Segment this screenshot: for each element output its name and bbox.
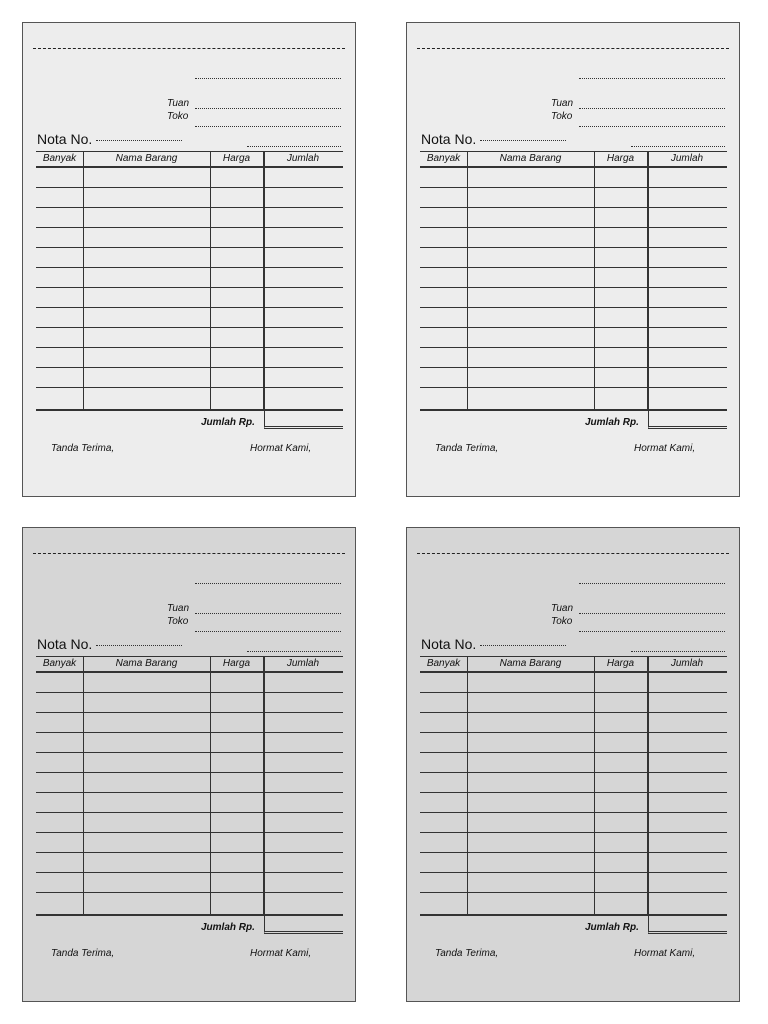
total-label: Jumlah Rp. (585, 417, 639, 428)
right-dotted-line (247, 651, 341, 652)
nota-number (37, 131, 182, 147)
total-label: Jumlah Rp. (201, 417, 255, 428)
receipt-form-bottom-right (406, 527, 740, 1002)
column-header-harga: Harga (606, 153, 635, 164)
column-header-jumlah: Jumlah (670, 658, 704, 669)
nota-label: Nota No. (37, 636, 93, 652)
toko-label: Toko (167, 616, 189, 627)
total-label: Jumlah Rp. (201, 922, 255, 933)
signature-received: Tanda Terima, (51, 443, 115, 454)
nota-label: Nota No. (421, 636, 477, 652)
items-table (36, 151, 343, 411)
signature-received: Tanda Terima, (435, 948, 499, 959)
nota-label: Nota No. (421, 131, 477, 147)
nota-number (37, 636, 182, 652)
toko-label: Toko (551, 616, 573, 627)
nota-dotted-line (480, 140, 566, 141)
column-header-banyak: Banyak (426, 658, 461, 669)
tuan-label: Tuan (167, 98, 190, 109)
column-header-harga: Harga (222, 153, 251, 164)
column-divider (210, 656, 211, 916)
column-divider (467, 656, 468, 916)
total-amount-box (648, 916, 727, 934)
column-header-harga: Harga (222, 658, 251, 669)
items-table (420, 656, 727, 916)
tuan-label: Tuan (167, 603, 190, 614)
items-table (36, 656, 343, 916)
signature-received: Tanda Terima, (435, 443, 499, 454)
column-divider (263, 656, 265, 916)
toko-label: Toko (167, 111, 189, 122)
receipt-form-top-right (406, 22, 740, 497)
signature-received: Tanda Terima, (51, 948, 115, 959)
column-header-harga: Harga (606, 658, 635, 669)
nota-dotted-line (480, 645, 566, 646)
top-dashed-line (33, 553, 345, 554)
column-divider (83, 656, 84, 916)
column-divider (594, 151, 595, 411)
items-table (420, 151, 727, 411)
column-header-banyak: Banyak (42, 658, 77, 669)
top-dashed-line (417, 48, 729, 49)
total-amount-box (264, 411, 343, 429)
nota-dotted-line (96, 140, 182, 141)
right-dotted-line (247, 146, 341, 147)
column-header-jumlah: Jumlah (670, 153, 704, 164)
nota-dotted-line (96, 645, 182, 646)
signature-respect: Hormat Kami, (634, 443, 696, 454)
right-dotted-line (631, 651, 725, 652)
tuan-dotted-line (195, 108, 341, 109)
date-dotted-line (195, 583, 341, 584)
column-divider (83, 151, 84, 411)
total-amount-box (264, 916, 343, 934)
column-divider (647, 151, 649, 411)
receipt-form-top-left (22, 22, 356, 497)
tuan-dotted-line (579, 613, 725, 614)
tuan-label: Tuan (551, 603, 574, 614)
date-dotted-line (195, 78, 341, 79)
signature-respect: Hormat Kami, (250, 948, 312, 959)
signature-respect: Hormat Kami, (250, 443, 312, 454)
date-dotted-line (579, 583, 725, 584)
right-dotted-line (631, 146, 725, 147)
column-header-nama-barang: Nama Barang (499, 658, 562, 669)
column-header-jumlah: Jumlah (286, 153, 320, 164)
nota-label: Nota No. (37, 131, 93, 147)
column-header-banyak: Banyak (426, 153, 461, 164)
date-dotted-line (579, 78, 725, 79)
toko-dotted-line (579, 126, 725, 127)
column-divider (263, 151, 265, 411)
column-header-nama-barang: Nama Barang (115, 658, 178, 669)
column-divider (594, 656, 595, 916)
nota-number (421, 131, 566, 147)
tuan-dotted-line (579, 108, 725, 109)
top-dashed-line (417, 553, 729, 554)
nota-number (421, 636, 566, 652)
total-amount-box (648, 411, 727, 429)
tuan-dotted-line (195, 613, 341, 614)
receipt-form-bottom-left (22, 527, 356, 1002)
column-header-nama-barang: Nama Barang (115, 153, 178, 164)
column-header-nama-barang: Nama Barang (499, 153, 562, 164)
toko-dotted-line (195, 631, 341, 632)
column-header-jumlah: Jumlah (286, 658, 320, 669)
toko-label: Toko (551, 111, 573, 122)
toko-dotted-line (195, 126, 341, 127)
signature-respect: Hormat Kami, (634, 948, 696, 959)
column-divider (647, 656, 649, 916)
total-label: Jumlah Rp. (585, 922, 639, 933)
column-divider (467, 151, 468, 411)
column-header-banyak: Banyak (42, 153, 77, 164)
toko-dotted-line (579, 631, 725, 632)
column-divider (210, 151, 211, 411)
tuan-label: Tuan (551, 98, 574, 109)
top-dashed-line (33, 48, 345, 49)
